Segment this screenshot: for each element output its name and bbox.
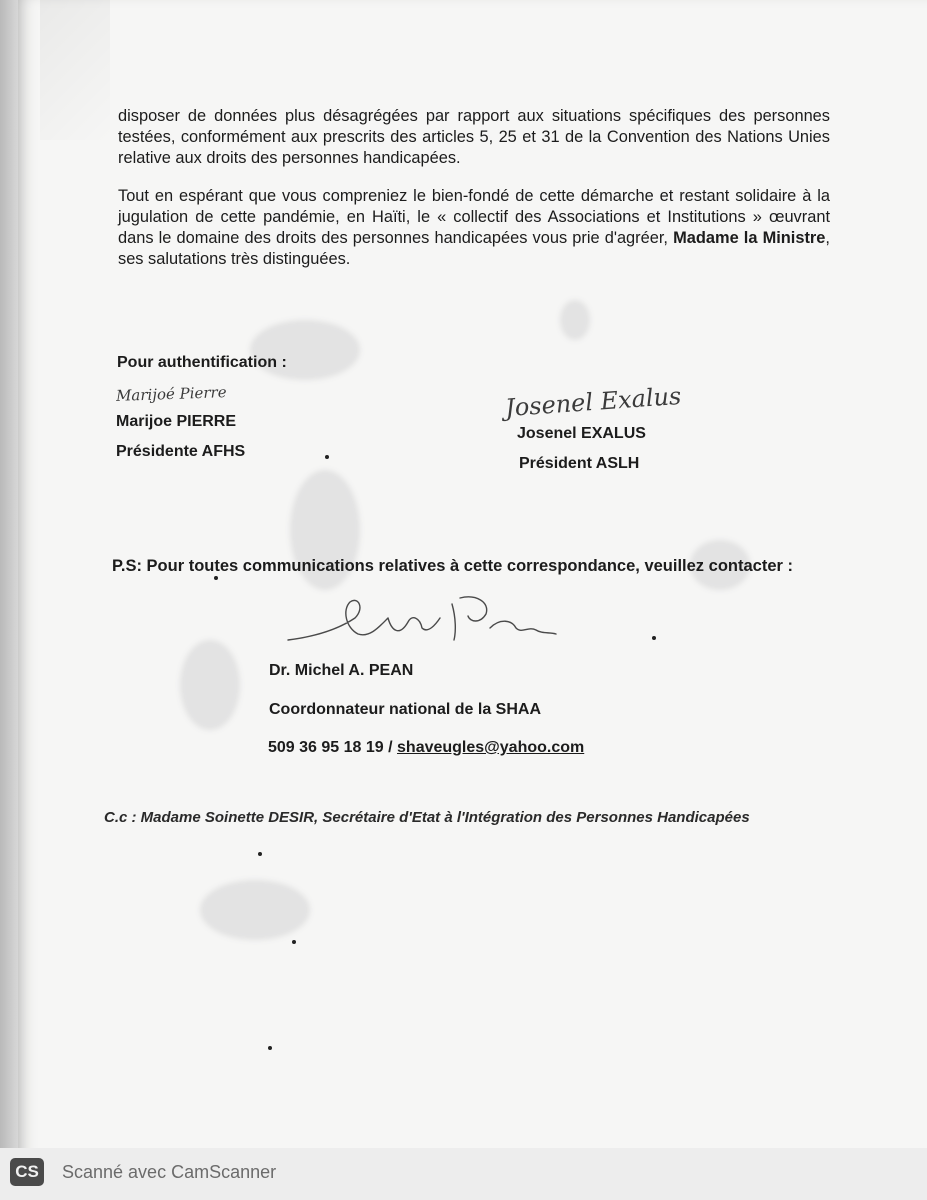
signature-marijoe-pierre: Marijoé Pierre bbox=[115, 383, 227, 405]
carbon-copy-note: C.c : Madame Soinette DESIR, Secrétaire d'Etat à l'Intégration des Personnes Handicapées bbox=[104, 809, 750, 826]
contact-phone: 509 36 95 18 19 bbox=[268, 739, 384, 756]
ink-dot bbox=[258, 852, 262, 856]
signer-1-title: Présidente AFHS bbox=[116, 443, 246, 460]
signature-josenel-exalus: Josenel Exalus bbox=[504, 381, 683, 423]
paragraph-2-text: Tout en espérant que vous compreniez le bien-fondé de cette démarche et restant solidaire à la jugulation de cette pandémie, en Haïti, le « collectif des Associations et Institutions » œuvrant dans le domaine des droits des personnes handicapées vous prie d'agréer, bbox=[118, 187, 830, 247]
ink-dot bbox=[214, 576, 218, 580]
authentication-heading: Pour authentification : bbox=[117, 354, 287, 371]
postscript-text: P.S: Pour toutes communications relatives à cette correspondance, veuillez contacter : bbox=[112, 557, 793, 575]
ink-dot bbox=[268, 1046, 272, 1050]
camscanner-logo-icon: CS bbox=[10, 1158, 44, 1186]
ink-smudge bbox=[180, 640, 240, 730]
ink-dot bbox=[652, 636, 656, 640]
signer-1-name: Marijoe PIERRE bbox=[116, 413, 237, 430]
contact-line bbox=[268, 739, 584, 757]
signature-michel-pean bbox=[280, 588, 560, 658]
contact-name: Dr. Michel A. PEAN bbox=[269, 662, 414, 679]
letter-paragraph-2 bbox=[118, 186, 830, 270]
signer-2-name: Josenel EXALUS bbox=[517, 425, 646, 442]
paragraph-2-closing: , ses salutations très distinguées. bbox=[118, 229, 830, 268]
contact-separator: / bbox=[383, 739, 398, 756]
letter-paragraph-1: disposer de données plus désagrégées par rapport aux situations spécifiques des personnes testées, conformément aux prescrits des articles 5, 25 et 31 de la Convention des Nations Unies relative aux droits des personnes handicapées. bbox=[118, 107, 830, 167]
contact-title: Coordonnateur national de la SHAA bbox=[269, 701, 542, 718]
scanner-watermark-text: Scanné avec CamScanner bbox=[62, 1162, 277, 1182]
ink-dot bbox=[292, 940, 296, 944]
ink-smudge bbox=[200, 880, 310, 940]
addressee-emphasis: Madame la Ministre bbox=[673, 229, 826, 247]
signer-2-title: Président ASLH bbox=[519, 455, 640, 472]
contact-email-link[interactable]: shaveugles@yahoo.com bbox=[397, 739, 585, 756]
ink-smudge bbox=[560, 300, 590, 340]
ink-dot bbox=[325, 455, 329, 459]
paper-fold bbox=[40, 0, 110, 140]
